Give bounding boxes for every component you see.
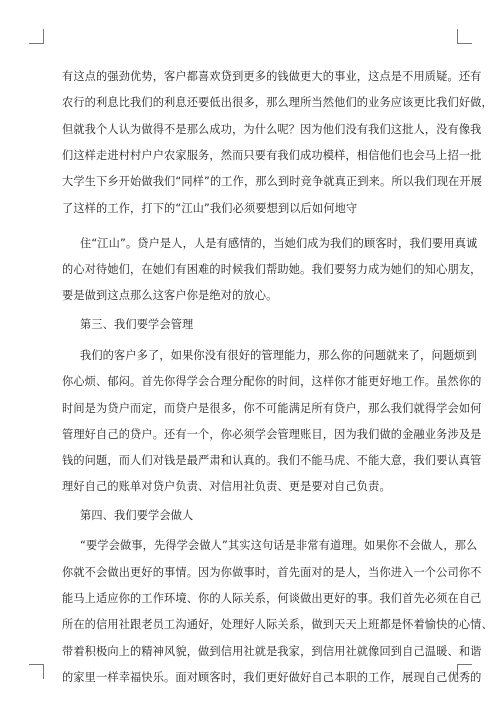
text-line: 农行的利息比我们的利息还要低出很多，那么理所当然他们的业务应该更比我们好做， (62, 96, 493, 109)
text-line: 你心烦、郁闷。首先你得学会合理分配你的时间，这样你才能更好地工作。虽然你的 (62, 375, 482, 388)
text-line: 了这样的工作，打下的“江山”我们必须要想到以后如何地守 (62, 202, 358, 215)
text-line: 有这点的强劲优势，客户都喜欢贷到更多的钱做更大的事业，这点是不用质疑。还有 (62, 70, 482, 83)
text-line: “要学会做事，先得学会做人”其实这句话是非常有道理。如果你不会做人，那么 (80, 539, 478, 552)
text-line: 的心对待她们，在她们有困难的时候我们帮助她。我们要努力成为她们的知心朋友， (62, 263, 482, 276)
text-line: 钱的问题，而人们对钱是最严肃和认真的。我们不能马虎、不能大意，我们要认真管 (62, 454, 482, 467)
text-line: 理好自己的账单对贷户负责、对信用社负责、更是要对自己负责。 (62, 480, 391, 493)
text-line: 们这样走进村村户户农家服务，然而只要有我们成功模样，相信他们也会马上招一批 (62, 149, 482, 162)
text-line: 我们的客户多了，如果你没有很好的管理能力，那么你的问题就来了，问题烦到 (80, 349, 477, 362)
text-line: 能马上适应你的工作环境、你的人际关系，何谈做出更好的事。我们首先必须在自己 (62, 592, 482, 605)
text-line: 的家里一样幸福快乐。面对顾客时，我们更好做好自己本职的工作，展现自己优秀的 (62, 671, 482, 684)
text-line: 你就不会做出更好的事情。因为你做事时，首先面对的是人，当你进入一个公司你不 (62, 566, 482, 579)
text-line: 时间是为贷户而定，而贷户是很多，你不可能满足所有贷户，那么我们就得学会如何 (62, 402, 482, 415)
text-line: 所在的信用社跟老员工沟通好，处理好人际关系，做到天天上班都是怀着愉快的心情、 (62, 618, 493, 631)
text-line: 带着积极向上的精神风貌，做到信用社就是我家，到信用社就像回到自己温暖、和谐 (62, 645, 482, 658)
text-line: 管理好自己的贷户。还有一个，你必须学会管理账目，因为我们做的金融业务涉及是 (62, 428, 482, 441)
section-heading: 第四、我们要学会做人 (80, 509, 194, 522)
text-line: 要是做到这点那么这客户你是绝对的放心。 (62, 289, 278, 302)
text-line: 但就我个人认为做得不是那么成功，为什么呢？因为他们没有我们这批人，没有像我 (62, 123, 482, 136)
section-heading: 第三、我们要学会管理 (80, 318, 194, 331)
text-line: 住“江山”。贷户是人，人是有感情的，当她们成为我们的顾客时，我们要用真诚 (80, 237, 478, 250)
text-line: 大学生下乡开始做我们“同样”的工作，那么到时竞争就真正到来。所以我们现在开展 (62, 175, 483, 188)
